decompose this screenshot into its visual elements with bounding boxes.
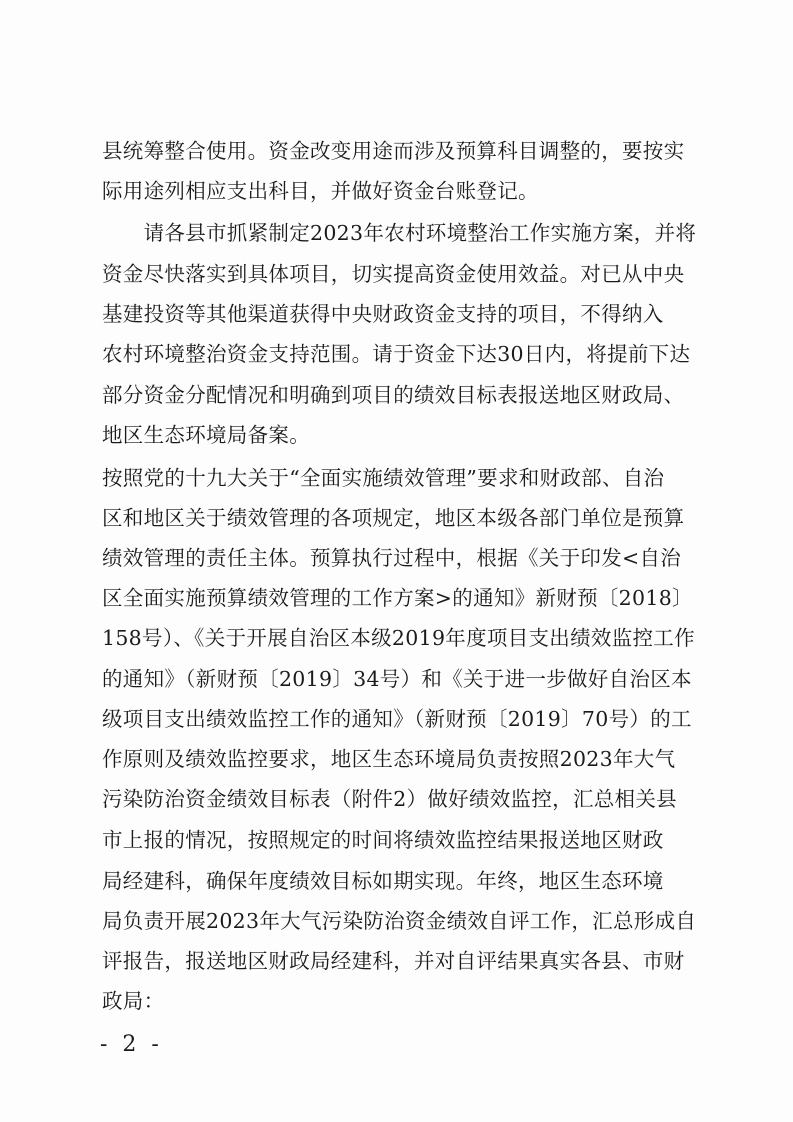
text-line: 市上报的情况，按照规定的时间将绩效监控结果报送地区财政 xyxy=(102,828,664,852)
text-line: 评报告，报送地区财政局经建科，并对自评结果真实各县、市财 xyxy=(102,949,685,973)
text-line: 政局： xyxy=(102,989,165,1013)
text-line: 请各县市抓紧制定2023年农村环境整治工作实施方案，并将 xyxy=(102,221,697,245)
text-line: 地区生态环境局备案。 xyxy=(102,423,310,447)
text-line: 农村环境整治资金支持范围。请于资金下达30日内，将提前下达 xyxy=(102,342,691,366)
text-line: 绩效管理的责任主体。预算执行过程中，根据《关于印发<自治 xyxy=(102,546,682,570)
text-line: 区全面实施预算绩效管理的工作方案>的通知》新财预〔2018〕 xyxy=(102,586,693,610)
text-line: 按照党的十九大关于“全面实施绩效管理”要求和财政部、自治 xyxy=(102,466,665,490)
text-line: 县统筹整合使用。资金改变用途而涉及预算科目调整的，要按实 xyxy=(102,139,685,163)
text-line: 的通知》（新财预〔2019〕34号）和《关于进一步做好自治区本 xyxy=(102,667,692,691)
text-line: 区和地区关于绩效管理的各项规定，地区本级各部门单位是预算 xyxy=(102,506,685,530)
text-line: 158号）、《关于开展自治区本级2019年度项目支出绩效监控工作 xyxy=(102,626,695,650)
text-line: 级项目支出绩效监控工作的通知》（新财预〔2019〕70号）的工 xyxy=(102,707,692,731)
text-line: 局经建科，确保年度绩效目标如期实现。年终，地区生态环境 xyxy=(102,869,664,893)
text-line: 资金尽快落实到具体项目，切实提高资金使用效益。对已从中央 xyxy=(102,262,685,286)
text-line: 污染防治资金绩效目标表（附件2）做好绩效监控，汇总相关县 xyxy=(102,787,677,811)
text-line: 基建投资等其他渠道获得中央财政资金支持的项目，不得纳入 xyxy=(102,302,664,326)
text-line: 部分资金分配情况和明确到项目的绩效目标表报送地区财政局、 xyxy=(102,383,685,407)
text-line: 局负责开展2023年大气污染防治资金绩效自评工作，汇总形成自 xyxy=(102,909,697,933)
text-line: 作原则及绩效监控要求，地区生态环境局负责按照2023年大气 xyxy=(102,747,676,771)
page-number: - 2 - xyxy=(100,1032,163,1057)
text-line: 际用途列相应支出科目，并做好资金台账登记。 xyxy=(102,179,539,203)
